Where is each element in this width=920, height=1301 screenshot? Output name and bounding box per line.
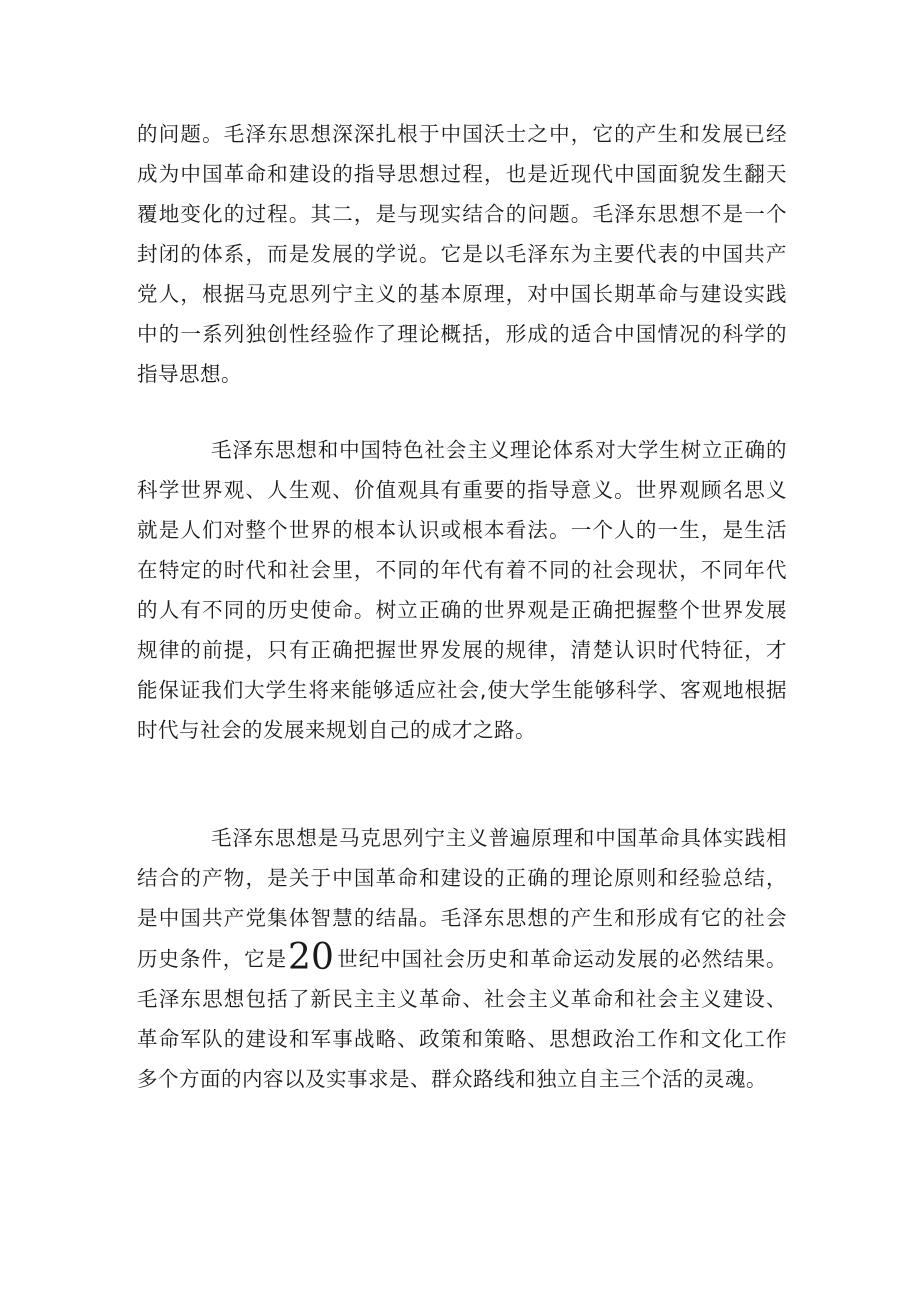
paragraph-continuation: 的问题。毛泽东思想深深扎根于中国沃士之中，它的产生和发展已经成为中国革命和建设的指导思想过程，也是近现代中国面貌发生翻天覆地变化的过程。其二，是与现实结合的问题。毛泽东思想不是一个封闭的体系，而是发展的学说。它是以毛泽东为主要代表的中国共产党人，根据马克思列宁主义的基本原理，对中国长期革命与建设实践中的一系列独创性经验作了理论概括，形成的适合中国情况的科学的指导思想。: [137, 122, 787, 386]
paragraph-text-after-number: 世纪中国社会历史和革命运动发展的必然结果。毛泽东思想包括了新民主主义革命、社会主义革命和社会主义建设、革命军队的建设和军事战略、政策和策略、思想政治工作和文化工作多个方面的内容以及实事求是、群众路线和独立自主三个活的灵魂。: [137, 947, 787, 1091]
paragraph-worldview: 毛泽东思想和中国特色社会主义理论体系对大学生树立正确的科学世界观、人生观、价值观具有重要的指导意义。世界观顾名思义就是人们对整个世界的根本认识或根本看法。一个人的一生，是生活在特定的时代和社会里，不同的年代有着不同的社会现状，不同年代的人有不同的历史使命。树立正确的世界观是正确把握整个世界发展规律的前提，只有正确把握世界发展的规律，清楚认识时代特征，才能保证我们大学生将来能够适应社会,使大学生能够科学、客观地根据时代与社会的发展来规划自己的成才之路。: [137, 438, 787, 742]
paragraph-mao-thought: [137, 818, 787, 1099]
century-number: 20: [288, 937, 334, 978]
paragraph-text-before-number: 毛泽东思想是马克思列宁主义普遍原理和中国革命具体实践相结合的产物，是关于中国革命和建设的正确的理论原则和经验总结，是中国共产党集体智慧的结晶。毛泽东思想的产生和形成有它的社会历史条件，它是: [137, 826, 787, 971]
